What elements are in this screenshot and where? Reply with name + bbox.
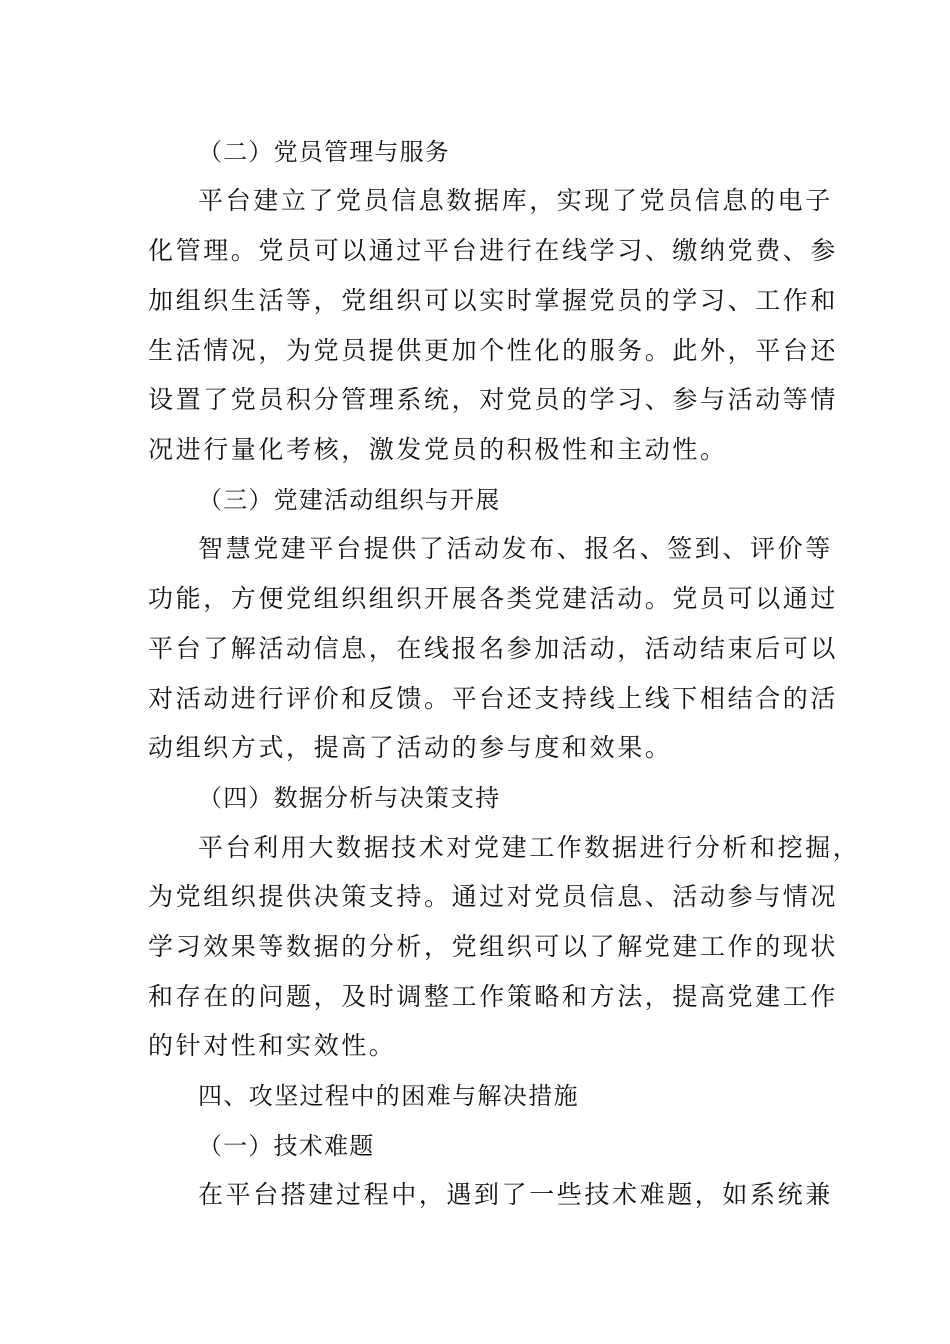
subheading-party-activities: （三）党建活动组织与开展 [198, 486, 501, 514]
paragraph-line: 为党组织提供决策支持。通过对党员信息、活动参与情况 [148, 882, 839, 911]
paragraph-line: 对活动进行评价和反馈。平台还支持线上线下相结合的活 [148, 684, 839, 713]
paragraph-line: 平台建立了党员信息数据库，实现了党员信息的电子 [198, 186, 833, 215]
paragraph-line: 化管理。党员可以通过平台进行在线学习、缴纳党费、参 [148, 236, 839, 265]
subheading-technical-difficulties: （一）技术难题 [198, 1132, 375, 1160]
paragraph-line: 加组织生活等，党组织可以实时掌握党员的学习、工作和 [148, 286, 839, 315]
subheading-party-member-management: （二）党员管理与服务 [198, 138, 450, 166]
paragraph-line: 在平台搭建过程中，遇到了一些技术难题，如系统兼 [198, 1180, 833, 1209]
section-heading-difficulties: 四、攻坚过程中的困难与解决措施 [198, 1082, 579, 1110]
paragraph-line: 设置了党员积分管理系统，对党员的学习、参与活动等情 [148, 385, 839, 414]
paragraph-line: 和存在的问题，及时调整工作策略和方法，提高党建工作 [148, 982, 839, 1011]
paragraph-line: 的针对性和实效性。 [148, 1031, 397, 1060]
paragraph-line: 况进行量化考核，激发党员的积极性和主动性。 [148, 435, 728, 464]
paragraph-line: 功能，方便党组织组织开展各类党建活动。党员可以通过 [148, 584, 839, 613]
paragraph-line: 智慧党建平台提供了活动发布、报名、签到、评价等 [198, 534, 833, 563]
paragraph-line: 平台利用大数据技术对党建工作数据进行分析和挖掘， [198, 833, 861, 862]
subheading-data-analysis: （四）数据分析与决策支持 [198, 784, 501, 812]
paragraph-line: 生活情况，为党员提供更加个性化的服务。此外，平台还 [148, 336, 839, 365]
paragraph-line: 平台了解活动信息，在线报名参加活动，活动结束后可以 [148, 634, 839, 663]
paragraph-line: 动组织方式，提高了活动的参与度和效果。 [148, 733, 673, 762]
paragraph-line: 学习效果等数据的分析，党组织可以了解党建工作的现状 [148, 932, 839, 961]
